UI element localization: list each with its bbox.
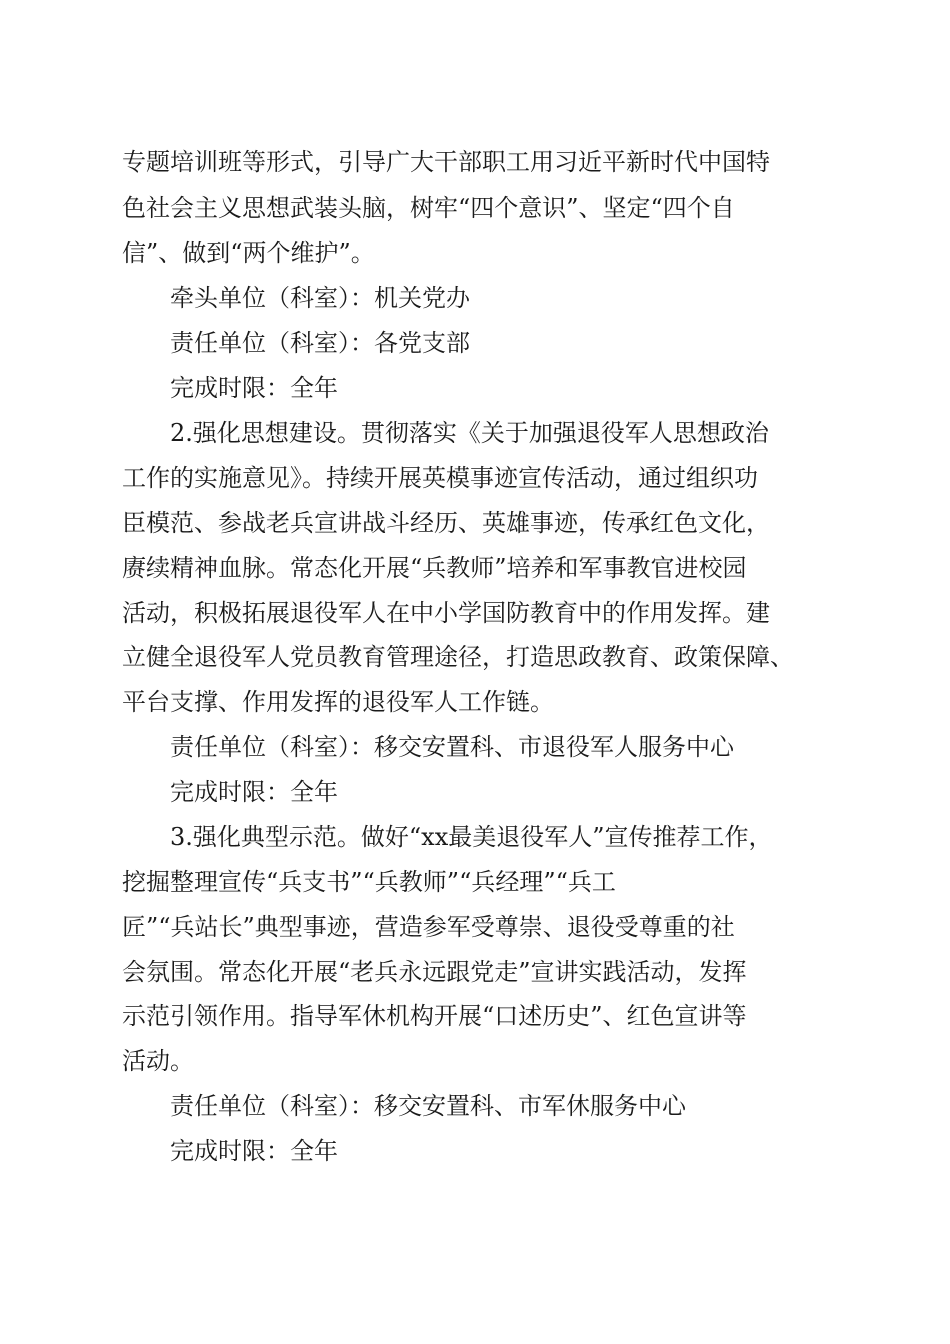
text-line: 会氛围。常态化开展“老兵永远跟党走”宣讲实践活动，发挥 bbox=[122, 958, 747, 986]
text-line: 完成时限：全年 bbox=[170, 1137, 338, 1165]
text-line: 臣模范、参战老兵宣讲战斗经历、英雄事迹，传承红色文化， bbox=[122, 509, 770, 537]
text-line: 3.强化典型示范。做好“xx最美退役军人”宣传推荐工作， bbox=[170, 823, 773, 851]
text-line: 责任单位（科室）：移交安置科、市军休服务中心 bbox=[170, 1092, 686, 1120]
text-line: 完成时限：全年 bbox=[170, 374, 338, 402]
text-line: 完成时限：全年 bbox=[170, 778, 338, 806]
text-line: 匠”“兵站长”典型事迹，营造参军受尊崇、退役受尊重的社 bbox=[122, 913, 735, 941]
text-line: 专题培训班等形式，引导广大干部职工用习近平新时代中国特 bbox=[122, 148, 770, 176]
text-line: 2.强化思想建设。贯彻落实《关于加强退役军人思想政治 bbox=[170, 419, 769, 447]
text-line: 活动。 bbox=[122, 1047, 194, 1075]
text-line: 责任单位（科室）：各党支部 bbox=[170, 329, 470, 357]
text-line: 责任单位（科室）：移交安置科、市退役军人服务中心 bbox=[170, 733, 734, 761]
text-line: 活动，积极拓展退役军人在中小学国防教育中的作用发挥。建 bbox=[122, 599, 770, 627]
text-line: 牵头单位（科室）：机关党办 bbox=[170, 284, 470, 312]
text-line: 示范引领作用。指导军休机构开展“口述历史”、红色宣讲等 bbox=[122, 1002, 747, 1030]
text-line: 平台支撑、作用发挥的退役军人工作链。 bbox=[122, 688, 554, 716]
text-line: 立健全退役军人党员教育管理途径，打造思政教育、政策保障、 bbox=[122, 643, 794, 671]
text-line: 赓续精神血脉。常态化开展“兵教师”培养和军事教官进校园 bbox=[122, 554, 747, 582]
text-line: 信”、做到“两个维护”。 bbox=[122, 239, 375, 267]
text-line: 挖掘整理宣传“兵支书”“兵教师”“兵经理”“兵工 bbox=[122, 868, 616, 896]
text-line: 工作的实施意见》。持续开展英模事迹宣传活动，通过组织功 bbox=[122, 464, 758, 492]
text-line: 色社会主义思想武装头脑，树牢“四个意识”、坚定“四个自 bbox=[122, 194, 735, 222]
